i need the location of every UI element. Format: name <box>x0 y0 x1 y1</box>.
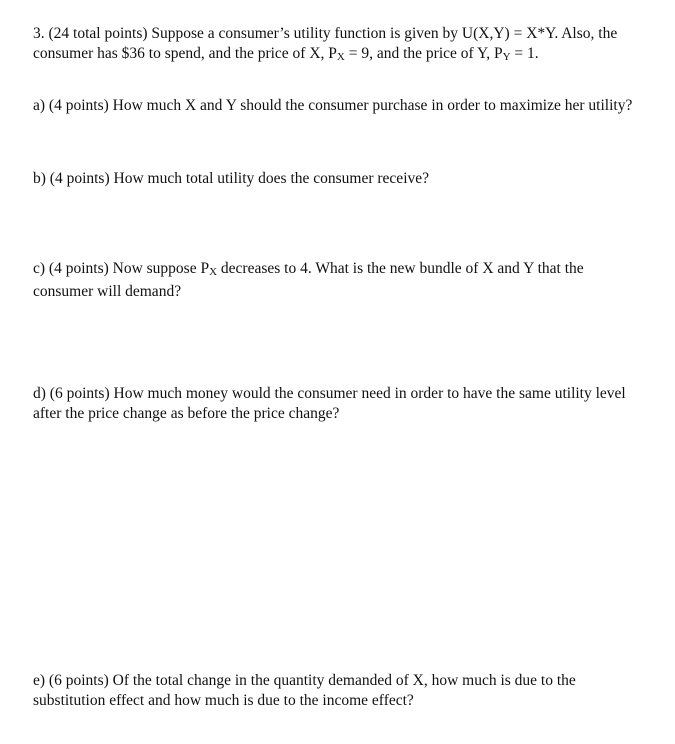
intro-line-2 <box>33 44 653 67</box>
part-d-line-2: after the price change as before the price change? <box>33 405 340 422</box>
part-a <box>33 96 653 116</box>
subscript-x: X <box>209 266 218 278</box>
question-intro <box>33 24 653 67</box>
part-d-line-1: d) (6 points) How much money would the consumer need in order to have the same utility level <box>33 385 626 402</box>
intro-line-2-part-b: = 9, and the price of Y, P <box>344 45 503 62</box>
intro-line-2-part-c: = 1. <box>510 45 539 62</box>
part-d <box>33 384 653 424</box>
part-b <box>33 169 653 189</box>
intro-line-2-part-a: consumer has $36 to spend, and the price of X, P <box>33 45 337 62</box>
part-c-line-1-b: decreases to 4. What is the new bundle of X and Y that the <box>217 260 584 277</box>
part-e-line-2: substitution effect and how much is due to the income effect? <box>33 692 414 709</box>
subscript-y: Y <box>502 51 511 63</box>
part-b-text: b) (4 points) How much total utility does the consumer receive? <box>33 170 430 187</box>
part-c-line-2: consumer will demand? <box>33 283 182 300</box>
subscript-x: X <box>336 51 345 63</box>
part-c <box>33 259 653 302</box>
intro-line-1: 3. (24 total points) Suppose a consumer’s utility function is given by U(X,Y) = X*Y. Also, the <box>33 25 618 42</box>
part-c-line-1-a: c) (4 points) Now suppose P <box>33 260 210 277</box>
part-e <box>33 671 653 711</box>
part-e-line-1: e) (6 points) Of the total change in the quantity demanded of X, how much is due to the <box>33 672 576 689</box>
part-a-text: a) (4 points) How much X and Y should the consumer purchase in order to maximize her utility? <box>33 97 633 114</box>
part-c-line-1 <box>33 259 653 282</box>
